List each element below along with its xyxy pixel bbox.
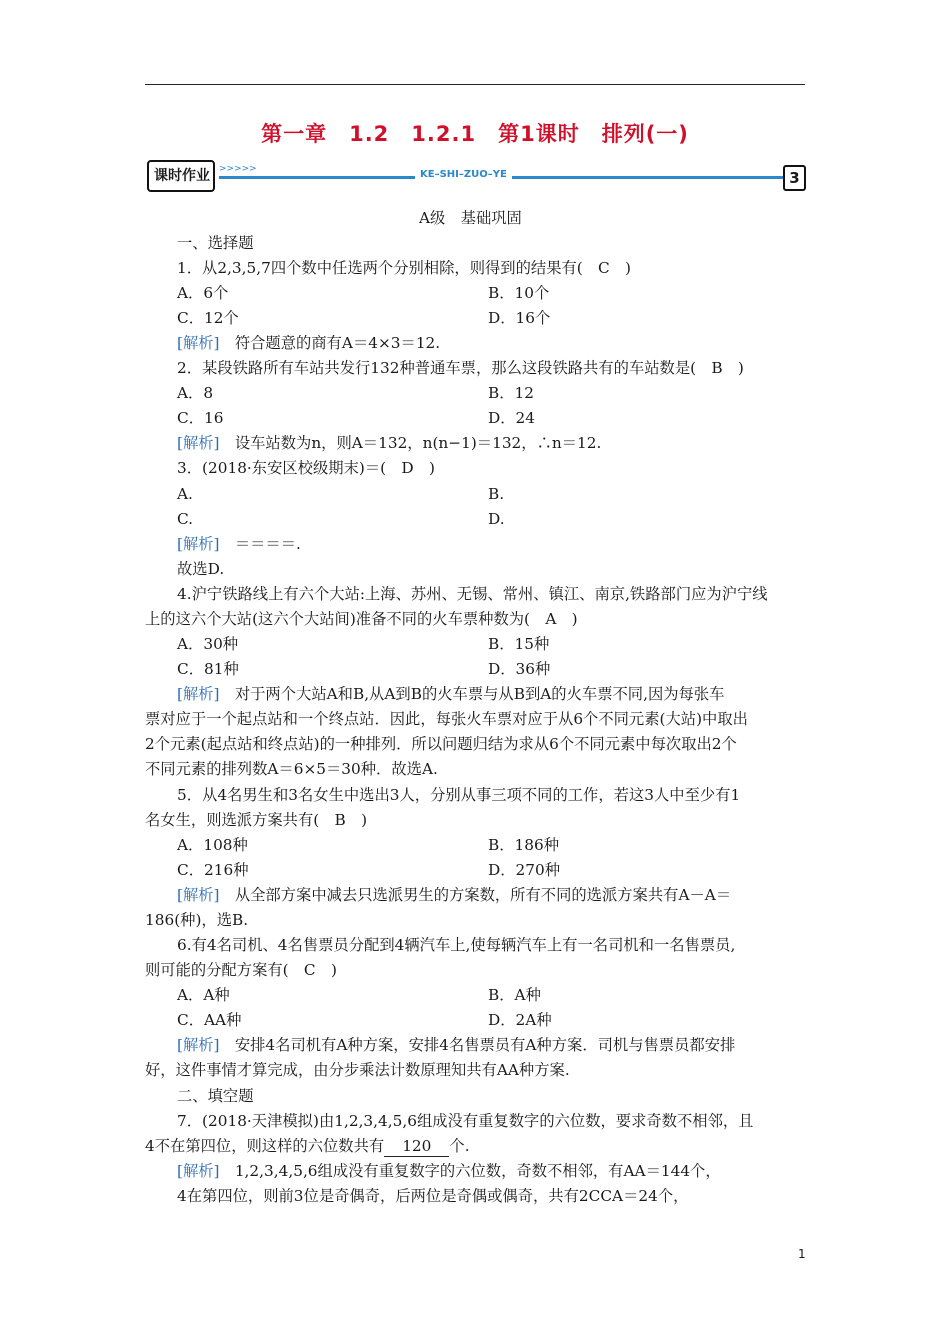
question-stem: 7．(2018·天津模拟)由1,2,3,4,5,6组成没有重复数字的六位数，要求奇数不相邻，且 xyxy=(177,1112,754,1130)
option-d: D. xyxy=(488,510,505,528)
question-stem: 6.有4名司机、4名售票员分配到4辆汽车上,使每辆汽车上有一名司机和一名售票员, xyxy=(177,936,736,954)
section-heading: 一、选择题 xyxy=(177,234,254,252)
solution-tag: [解析] xyxy=(177,1036,220,1054)
solution xyxy=(177,1035,735,1055)
solution-text: 安排4名司机有A种方案，安排4名售票员有A种方案．司机与售票员都安排 xyxy=(219,1036,736,1054)
level-heading: A级 基础巩固 xyxy=(419,209,522,227)
answer-blank: 120 xyxy=(384,1136,449,1157)
banner-label: 课时作业 xyxy=(147,160,215,192)
option-d: D．16个 xyxy=(488,309,551,327)
option-a: A．6个 xyxy=(177,284,229,302)
option-b: B．10个 xyxy=(488,284,550,302)
option-b: B．12 xyxy=(488,384,535,402)
solution-text: 从全部方案中减去只选派男生的方案数，所有不同的选派方案共有A－A＝ xyxy=(219,886,732,904)
option-c: C. xyxy=(177,510,194,528)
question-stem-cont: 上的这六个大站(这六个大站间)准备不同的火车票种数为( A ) xyxy=(145,610,578,628)
option-a: A．8 xyxy=(177,384,214,402)
section-banner xyxy=(145,160,807,194)
question-stem: 4.沪宁铁路线上有六个大站:上海、苏州、无锡、常州、镇江、南京,铁路部门应为沪宁线 xyxy=(177,585,768,603)
option-c: C．12个 xyxy=(177,309,239,327)
solution-text: 好，这件事情才算完成，由分步乘法计数原理知共有AA种方案. xyxy=(145,1061,570,1079)
question-stem-cont: 名女生，则选派方案共有( B ) xyxy=(145,811,368,829)
solution-text: 设车站数为n，则A＝132，n(n−1)＝132，∴n＝12. xyxy=(219,434,602,452)
option-d: D．270种 xyxy=(488,861,561,879)
option-c: C．81种 xyxy=(177,660,239,678)
solution xyxy=(177,534,301,554)
solution-text: 1,2,3,4,5,6组成没有重复数字的六位数，奇数不相邻，有AA＝144个， xyxy=(219,1162,721,1180)
solution-tag: [解析] xyxy=(177,535,220,553)
question-stem: 1．从2,3,5,7四个数中任选两个分别相除，则得到的结果有( C ) xyxy=(177,259,632,277)
banner-number: 3 xyxy=(783,165,806,191)
solution xyxy=(177,433,601,453)
option-c: C．AA种 xyxy=(177,1011,242,1029)
solution-text: 186(种)，选B. xyxy=(145,911,249,929)
solution-tag: [解析] xyxy=(177,886,220,904)
option-a: A．108种 xyxy=(177,836,248,854)
question-stem: 3．(2018·东安区校级期末)＝( D ) xyxy=(177,459,435,477)
option-d: D．36种 xyxy=(488,660,551,678)
solution xyxy=(177,1161,721,1181)
page-number: 1 xyxy=(798,1247,806,1261)
solution-conclusion: 故选D. xyxy=(177,560,225,578)
stem-text: 个. xyxy=(449,1137,470,1155)
stem-text: 4不在第四位，则这样的六位数共有 xyxy=(145,1137,385,1155)
option-a: A. xyxy=(177,485,193,503)
option-b: B．186种 xyxy=(488,836,560,854)
section-heading: 二、填空题 xyxy=(177,1087,254,1105)
option-a: A．A种 xyxy=(177,986,230,1004)
solution-text: 4在第四位，则前3位是奇偶奇，后两位是奇偶或偶奇，共有2CCA＝24个， xyxy=(177,1187,689,1205)
option-b: B．15种 xyxy=(488,635,550,653)
option-c: C．216种 xyxy=(177,861,249,879)
question-stem-cont: 则可能的分配方案有( C ) xyxy=(145,961,337,979)
solution-text: 2个元素(起点站和终点站)的一种排列．所以问题归结为求从6个不同元素中每次取出2个 xyxy=(145,735,737,753)
option-b: B. xyxy=(488,485,505,503)
solution-text: 票对应于一个起点站和一个终点站．因此，每张火车票对应于从6个不同元素(大站)中取出 xyxy=(145,710,748,728)
solution xyxy=(177,684,724,704)
solution-text: 符合题意的商有A＝4×3＝12. xyxy=(219,334,441,352)
solution-tag: [解析] xyxy=(177,685,220,703)
question-stem: 5．从4名男生和3名女生中选出3人，分别从事三项不同的工作，若这3人中至少有1 xyxy=(177,786,741,804)
solution-text: ＝＝＝＝. xyxy=(219,535,301,553)
option-a: A．30种 xyxy=(177,635,239,653)
question-stem: 2．某段铁路所有车站共发行132种普通车票，那么这段铁路共有的车站数是( B ) xyxy=(177,359,744,377)
banner-arrows: >>>>> xyxy=(219,164,257,174)
header-rule xyxy=(145,84,805,85)
solution-tag: [解析] xyxy=(177,334,220,352)
option-b: B．A种 xyxy=(488,986,541,1004)
solution-text: 对于两个大站A和B,从A到B的火车票与从B到A的火车票不同,因为每张车 xyxy=(219,685,725,703)
banner-code: KE–SHI–ZUO–YE xyxy=(415,169,512,180)
option-d: D．24 xyxy=(488,409,536,427)
page-title: 第一章 1.2 1.2.1 第1课时 排列(一) xyxy=(261,122,689,146)
option-c: C．16 xyxy=(177,409,224,427)
option-d: D．2A种 xyxy=(488,1011,552,1029)
solution-text: 不同元素的排列数A＝6×5＝30种．故选A. xyxy=(145,760,438,778)
solution-tag: [解析] xyxy=(177,1162,220,1180)
solution xyxy=(177,333,440,353)
solution-tag: [解析] xyxy=(177,434,220,452)
question-stem-cont xyxy=(145,1136,470,1157)
solution xyxy=(177,885,731,905)
